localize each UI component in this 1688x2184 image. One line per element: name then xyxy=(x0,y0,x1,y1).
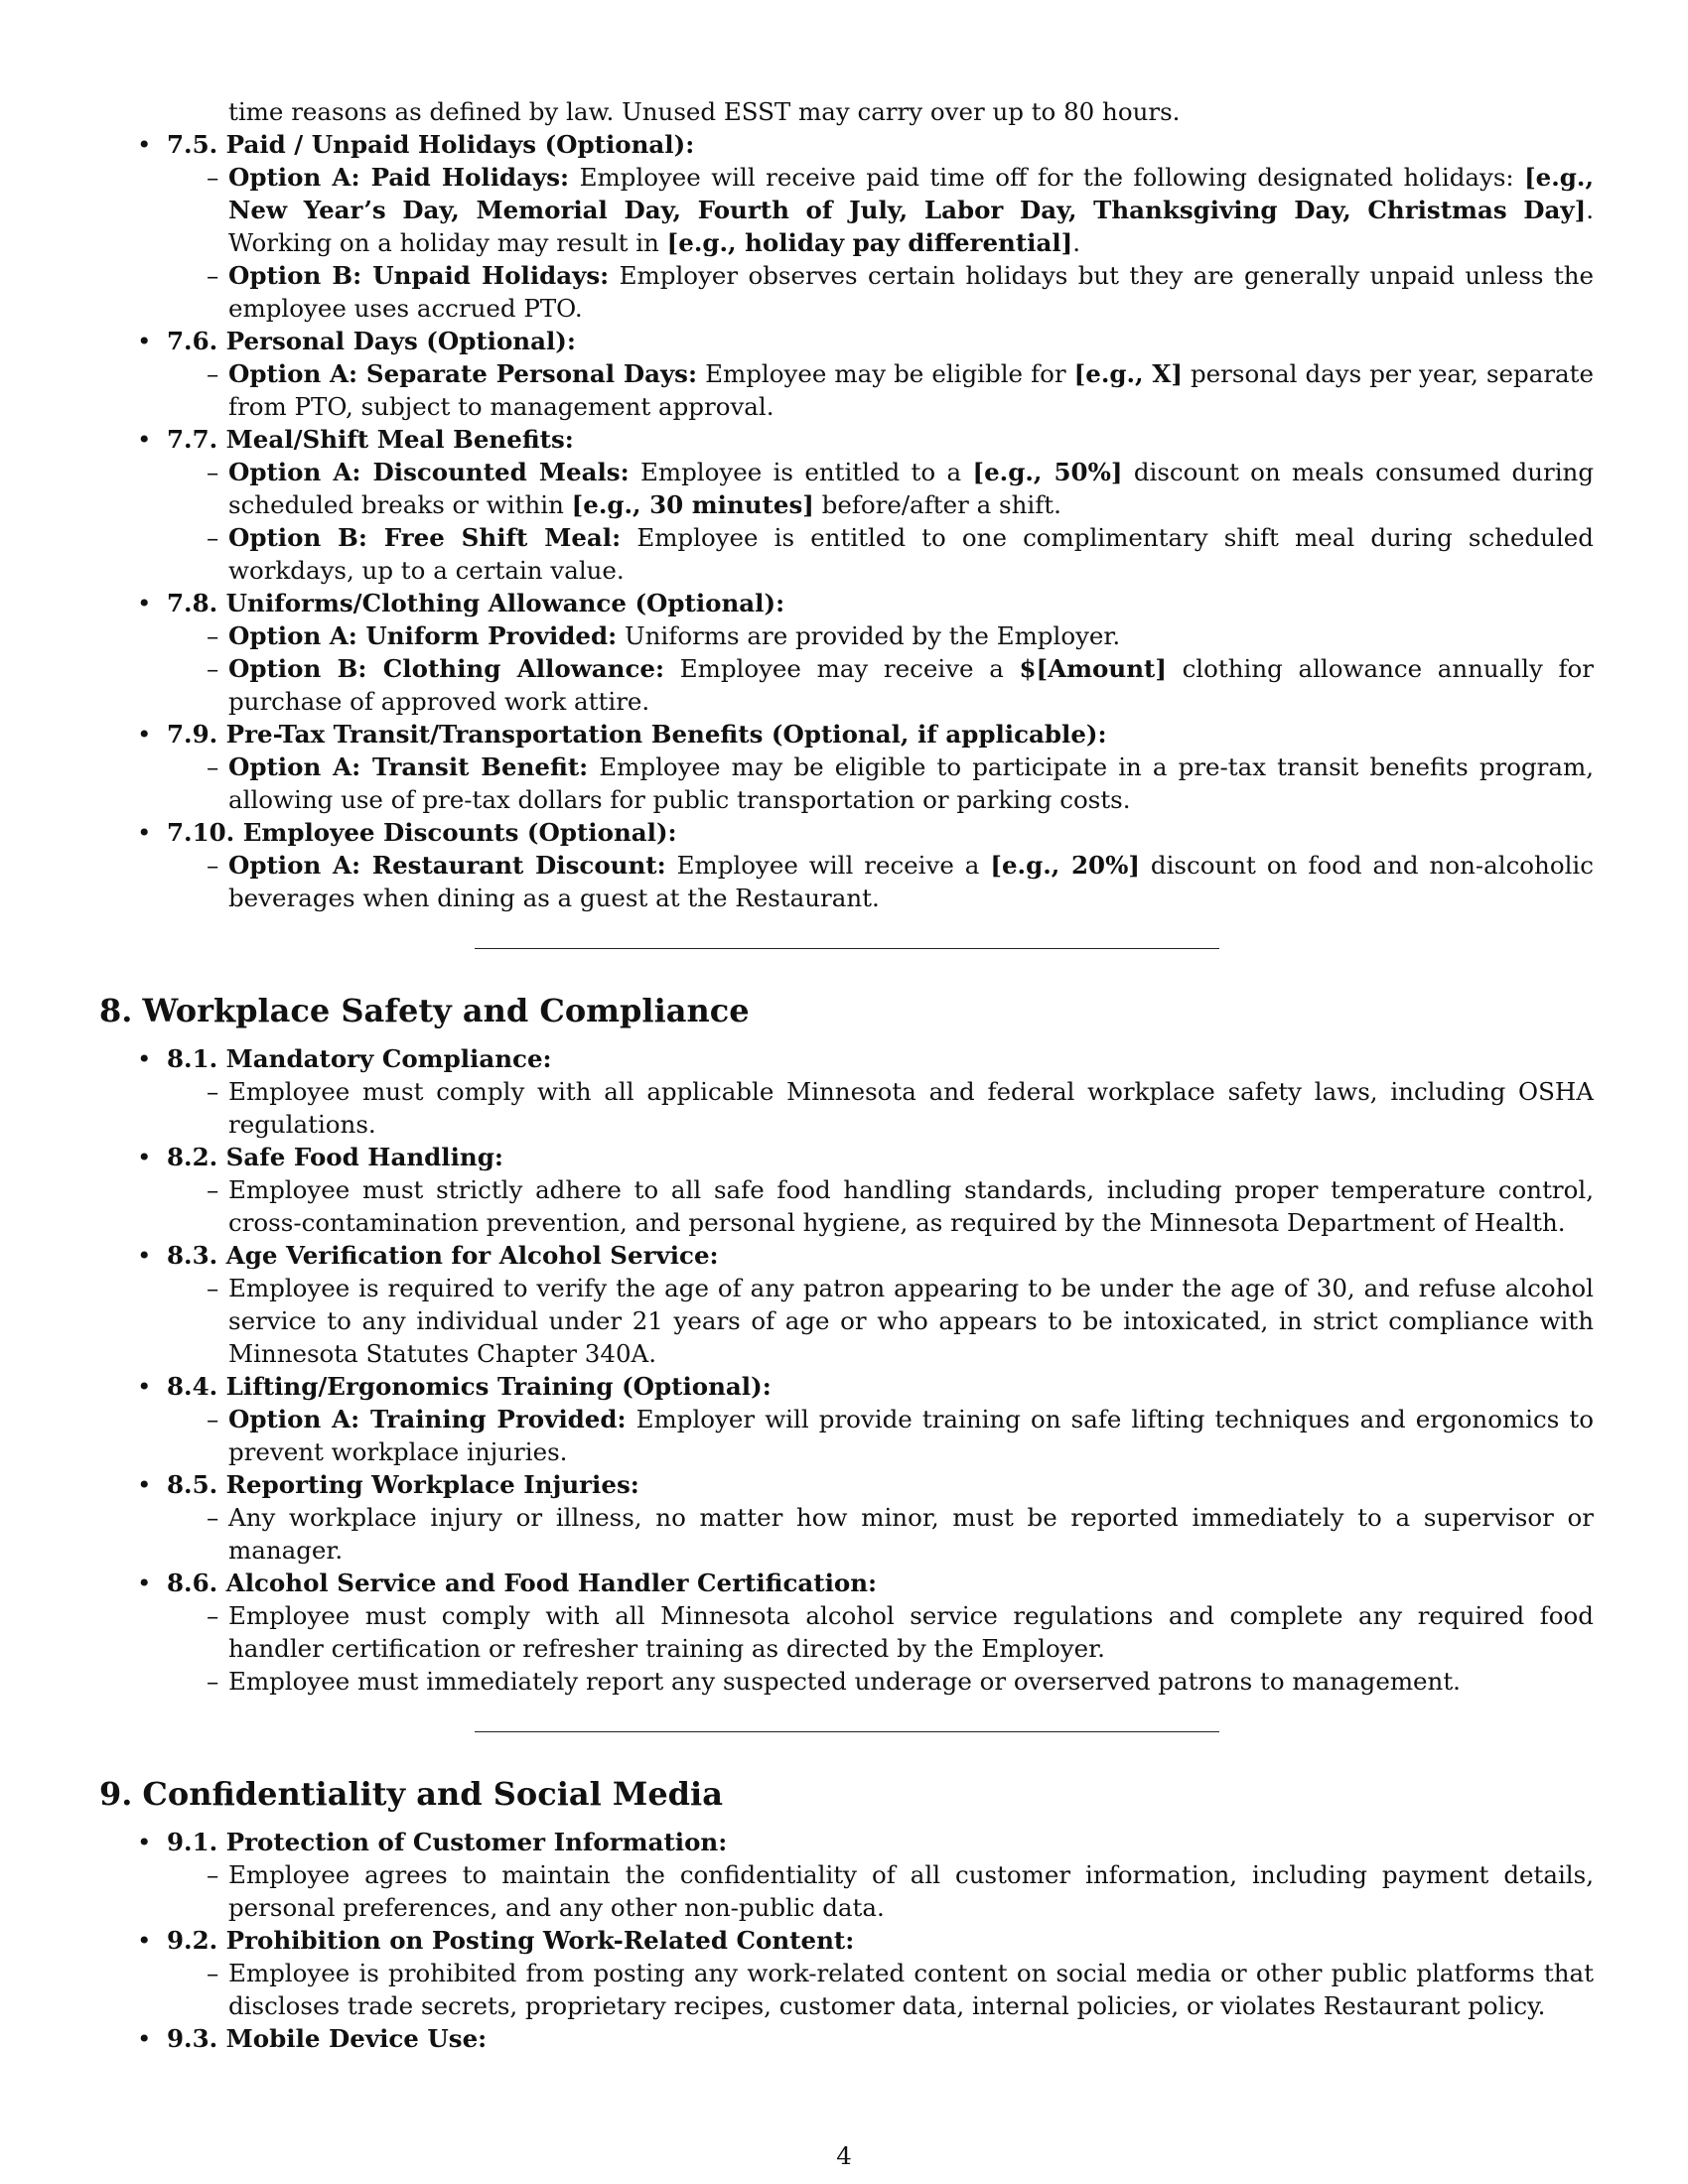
option-text: personal days per year, separate from PTO, subject to management approval. xyxy=(228,359,1595,421)
page-number: 4 xyxy=(836,2141,852,2170)
option-text: Employer will provide training on safe lifting techniques and ergonomics to prevent workplace injuries. xyxy=(228,1405,1594,1466)
placeholder-text: [e.g., holiday pay differential] xyxy=(666,228,1073,257)
option-text: Employer observes certain holidays but they are generally unpaid unless the employee uses accrued PTO. xyxy=(228,261,1594,323)
page-content xyxy=(99,95,1594,2055)
list-item: – Employee must comply with all Minnesota alcohol service regulations and complete any required food handler certification or refresher training as directed by the Employer. xyxy=(167,1599,1594,1665)
safety-list xyxy=(99,1042,1594,1698)
placeholder-text: [e.g., New Year’s Day, Memorial Day, Fourth of July, Labor Day, Thanksgiving Day, Christmas Day] xyxy=(228,163,1594,224)
list-item: – Employee is required to verify the age of any patron appearing to be under the age of 30, and refuse alcohol service to any individual under 21 years of age or who appears to be intoxicated, in strict compliance with Minnesota Statutes Chapter 340A. xyxy=(167,1272,1594,1370)
list-item: – Employee is prohibited from posting any work-related content on social media or other public platforms that discloses trade secrets, proprietary recipes, customer data, internal policies, or violates Restaurant policy. xyxy=(167,1957,1594,2022)
section-title xyxy=(99,1772,1594,1816)
option-label: Option B: Clothing Allowance: xyxy=(228,654,665,683)
option-text: Employee may be eligible for xyxy=(705,359,1074,388)
list-item: – Employee must immediately report any suspected underage or overserved patrons to management. xyxy=(167,1665,1594,1698)
option-item xyxy=(167,161,1594,259)
section-7-7 xyxy=(99,423,1594,587)
option-text: Employee will receive a xyxy=(676,851,991,880)
option-text: Employee is entitled to a xyxy=(640,458,973,486)
section-title xyxy=(99,989,1594,1032)
option-item xyxy=(167,652,1594,718)
option-label: Option A: Uniform Provided: xyxy=(228,621,618,650)
section-heading: 7.7. Meal/Shift Meal Benefits: xyxy=(167,425,574,454)
section-title-text: Confidentiality and Social Media xyxy=(142,1775,723,1813)
option-label: Option A: Training Provided: xyxy=(228,1405,627,1433)
section-title-text: Workplace Safety and Compliance xyxy=(142,992,750,1029)
continued-paragraph: time reasons as defined by law. Unused ESST may carry over up to 80 hours. xyxy=(228,97,1181,126)
section-heading: 9.3. Mobile Device Use: xyxy=(167,2024,488,2053)
section-heading: 7.6. Personal Days (Optional): xyxy=(167,327,576,355)
option-text: . Working on a holiday may result in xyxy=(228,196,1594,257)
section-8-6 xyxy=(99,1567,1594,1698)
option-text: clothing allowance annually for purchase of approved work attire. xyxy=(228,654,1594,716)
section-heading: 7.5. Paid / Unpaid Holidays (Optional): xyxy=(167,130,695,159)
option-item xyxy=(167,751,1594,816)
option-item xyxy=(167,521,1594,587)
option-label: Option A: Separate Personal Days: xyxy=(228,359,698,388)
section-8-1 xyxy=(99,1042,1594,1141)
section-8-4 xyxy=(99,1370,1594,1468)
section-7-5 xyxy=(99,128,1594,325)
placeholder-text: [e.g., X] xyxy=(1073,359,1183,388)
option-text: Uniforms are provided by the Employer. xyxy=(625,621,1121,650)
list-item: – Employee must strictly adhere to all safe food handling standards, including proper temperature control, cross-contamination prevention, and personal hygiene, as required by the Minnesota Department of Health. xyxy=(167,1173,1594,1239)
section-7-10 xyxy=(99,816,1594,914)
section-heading: 8.4. Lifting/Ergonomics Training (Optional): xyxy=(167,1372,772,1401)
section-heading: 8.5. Reporting Workplace Injuries: xyxy=(167,1470,639,1499)
section-9-1 xyxy=(99,1826,1594,1924)
section-heading: 9.1. Protection of Customer Information: xyxy=(167,1828,728,1856)
option-item xyxy=(167,456,1594,521)
confidentiality-list xyxy=(99,1826,1594,2055)
section-heading: 8.3. Age Verification for Alcohol Service: xyxy=(167,1241,719,1270)
section-heading: 7.8. Uniforms/Clothing Allowance (Optional): xyxy=(167,589,785,617)
section-heading: 8.1. Mandatory Compliance: xyxy=(167,1044,552,1073)
list-item: – Employee must comply with all applicable Minnesota and federal workplace safety laws, including OSHA regulations. xyxy=(167,1075,1594,1141)
section-heading: 7.10. Employee Discounts (Optional): xyxy=(167,818,677,847)
option-label: Option B: Unpaid Holidays: xyxy=(228,261,610,290)
option-text: Employee will receive paid time off for the following designated holidays: xyxy=(579,163,1525,192)
option-label: Option B: Free Shift Meal: xyxy=(228,523,622,552)
option-item xyxy=(167,357,1594,423)
list-item: – Any workplace injury or illness, no matter how minor, must be reported immediately to a supervisor or manager. xyxy=(167,1501,1594,1567)
option-text: Employee is entitled to one complimentary shift meal during scheduled workdays, up to a certain value. xyxy=(228,523,1594,585)
option-text: Employee may be eligible to participate in a pre-tax transit benefits program, allowing use of pre-tax dollars for public transportation or parking costs. xyxy=(228,752,1594,814)
section-7-8 xyxy=(99,587,1594,718)
option-text: discount on meals consumed during scheduled breaks or within xyxy=(228,458,1595,519)
section-7-9 xyxy=(99,718,1594,816)
section-7-6 xyxy=(99,325,1594,423)
placeholder-text: [e.g., 30 minutes] xyxy=(571,490,814,519)
option-text: discount on food and non-alcoholic beverages when dining as a guest at the Restaurant. xyxy=(228,851,1594,912)
section-heading: 9.2. Prohibition on Posting Work-Related Content: xyxy=(167,1926,855,1955)
option-label: Option A: Discounted Meals: xyxy=(228,458,630,486)
placeholder-text: $[Amount] xyxy=(1019,654,1167,683)
option-text: Employee may receive a xyxy=(679,654,1020,683)
section-9-2 xyxy=(99,1924,1594,2022)
option-text: . xyxy=(1072,228,1081,257)
section-heading: 8.2. Safe Food Handling: xyxy=(167,1143,503,1171)
section-heading: 7.9. Pre-Tax Transit/Transportation Benefits (Optional, if applicable): xyxy=(167,720,1107,749)
section-number: 8. xyxy=(99,992,133,1029)
option-label: Option A: Transit Benefit: xyxy=(228,752,589,781)
option-item xyxy=(167,1403,1594,1468)
placeholder-text: [e.g., 50%] xyxy=(972,458,1123,486)
option-label: Option A: Paid Holidays: xyxy=(228,163,570,192)
section-divider xyxy=(475,1731,1219,1732)
option-item xyxy=(167,619,1594,652)
benefits-list xyxy=(99,128,1594,914)
list-item: – Employee agrees to maintain the confidentiality of all customer information, including payment details, personal preferences, and any other non-public data. xyxy=(167,1858,1594,1924)
option-text: before/after a shift. xyxy=(813,490,1061,519)
option-label: Option A: Restaurant Discount: xyxy=(228,851,666,880)
section-8-3 xyxy=(99,1239,1594,1370)
placeholder-text: [e.g., 20%] xyxy=(990,851,1140,880)
section-heading: 8.6. Alcohol Service and Food Handler Certification: xyxy=(167,1569,878,1597)
section-8-2 xyxy=(99,1141,1594,1239)
option-item xyxy=(167,849,1594,914)
section-8-5 xyxy=(99,1468,1594,1567)
section-number: 9. xyxy=(99,1775,133,1813)
section-9-3 xyxy=(99,2022,1594,2055)
section-divider xyxy=(475,948,1219,949)
option-item xyxy=(167,259,1594,325)
